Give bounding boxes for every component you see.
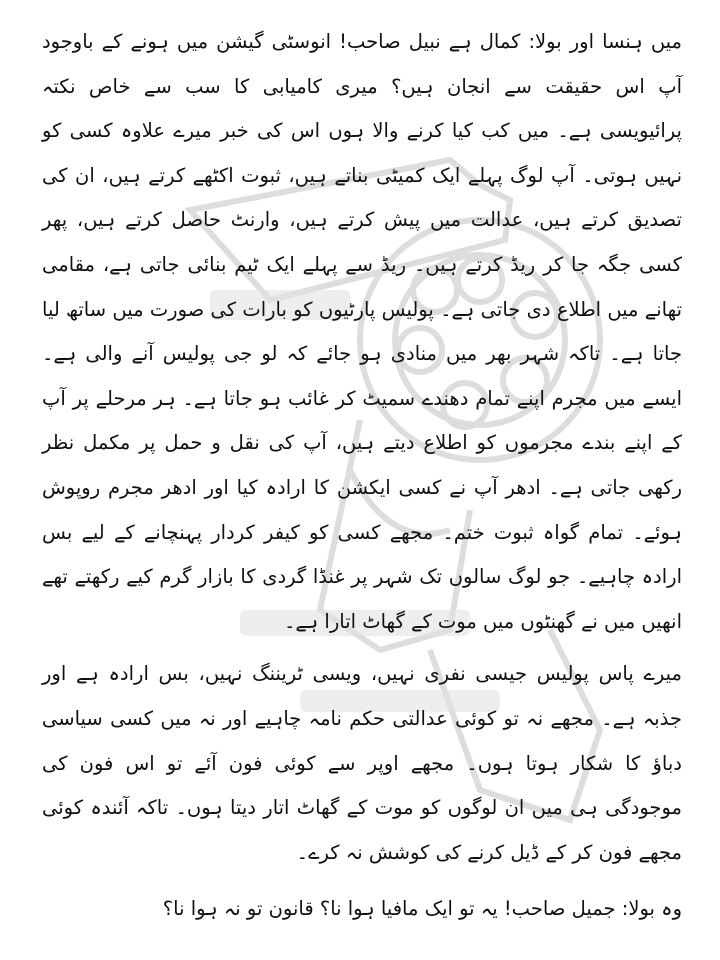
paragraph-3: وہ بولا: جمیل صاحب! یہ تو ایک مافیا ہوا نا؟ قانون تو نہ ہوا نا؟ (162, 897, 682, 921)
urdu-text-block (42, 20, 682, 932)
paragraph-2: میرے پاس پولیس جیسی نفری نہیں، ویسی ٹریننگ نہیں، بس ارادہ ہے اور جذبہ ہے۔ مجھے نہ تو کوئی عدالتی حکم نامہ چاہیے اور نہ میں کسی سیاسی دباؤ کا شکار ہوتا ہوں۔ مجھے اوپر سے کوئی فون آئے تو اس فون کی موجودگی ہی میں ان لوگوں کو موت کے گھاٹ اتار دیتا ہوں۔ تاکہ آئندہ کوئی مجھے فون کر کے ڈیل کرنے کی کوشش نہ کرے۔ (42, 662, 682, 864)
paragraph-1: میں ہنسا اور بولا: کمال ہے نبیل صاحب! انوسٹی گیشن میں ہونے کے باوجود آپ اس حقیقت سے انجان ہیں؟ میری کامیابی کا سب سے خاص نکتہ پرائیویسی ہے۔ میں کب کیا کرنے والا ہوں اس کی خبر میرے علاوہ کسی کو نہیں ہوتی۔ آپ لوگ پہلے ایک کمیٹی بناتے ہیں، ثبوت اکٹھے کرتے ہیں، ان کی تصدیق کرتے ہیں، عدالت میں پیش کرتے ہیں، وارنٹ حاصل کرتے ہیں، پھر کسی جگہ جا کر ریڈ کرتے ہیں۔ ریڈ سے پہلے ایک ٹیم بنائی جاتی ہے، مقامی تھانے میں اطلاع دی جاتی ہے۔ پولیس پارٹیوں کو بارات کی صورت میں ساتھ لیا جاتا ہے۔ تاکہ شہر بھر میں منادی ہو جائے کہ لو جی پولیس آنے والی ہے۔ ایسے میں مجرم اپنے تمام دھندے سمیٹ کر غائب ہو جاتا ہے۔ ہر مرحلے پر آپ کے اپنے بندے مجرموں کو اطلاع دیتے ہیں، آپ کی نقل و حمل پر مکمل نظر رکھی جاتی ہے۔ ادھر آپ نے کسی ایکشن کا ارادہ کیا اور ادھر مجرم روپوش ہوئے۔ تمام گواہ ثبوت ختم۔ مجھے کسی کو کیفر کردار پہنچانے کے لیے بس ارادہ چاہیے۔ جو لوگ سالوں تک شہر پر غنڈا گردی کا بازار گرم کیے رکھتے تھے انھیں میں نے گھنٹوں میں موت کے گھاٹ اتارا ہے۔ (42, 30, 682, 633)
